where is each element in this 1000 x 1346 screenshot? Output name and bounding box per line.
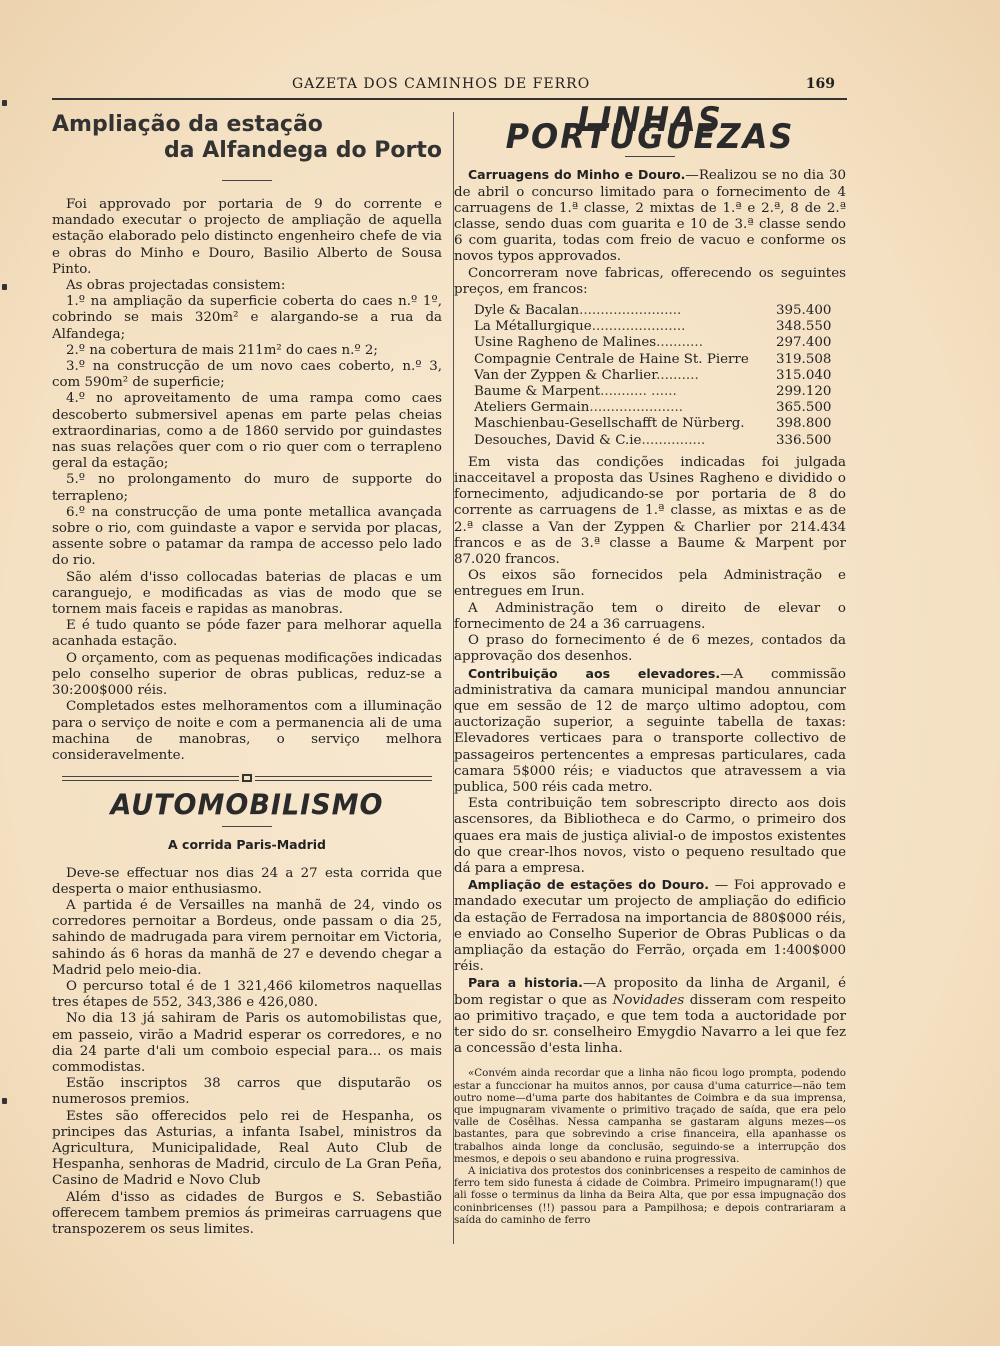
article-paragraph: Estes são offerecidos pelo rei de Hespanha, os principes das Asturias, a infanta Isabel, ministros da Agricultura, Municipalidade, Real Auto Club de Hespanha, senhoras de Madrid, circulo de La Gran Peña, Casino de Madrid e Novo Club: [52, 1108, 442, 1189]
article-title-line2: da Alfandega do Porto: [163, 138, 442, 163]
article-paragraph: [454, 167, 846, 265]
manufacturer-name: Baume & Marpent: [474, 384, 601, 400]
article-paragraph: 6.º na construcção de uma ponte metallica avançada sobre o rio, com guindaste a vapor e servida por placas, assente sobre o patamar da rampa de accesso pelo lado do rio.: [52, 504, 442, 569]
article-paragraph: [454, 975, 846, 1057]
paragraph-text: —Realizou se no dia 30 de abril o concurso limitado para o fornecimento de 4 carruagens de 1.ª classe, 2 mixtas de 1.ª e 2.ª, 8 de 2.ª classe, sendo duas com guarita e 10 de 3.ª classe sendo 6 com guarita, todas com freio de vacuo e conforme os novos typos approvados.: [454, 168, 846, 265]
manufacturer-name: Dyle & Bacalan: [474, 303, 580, 319]
price-table: [474, 303, 842, 449]
manufacturer-name: Desouches, David & C.ie: [474, 432, 642, 448]
article-paragraph: São além d'isso collocadas baterias de placas e um caranguejo, e modificadas as vias de modo que se tornem mais faceis e rapidas as manobras.: [52, 569, 442, 618]
article-paragraph: A partida é de Versailles na manhã de 24, vindo os corredores pernoitar a Bordeus, onde passam o dia 25, sahindo de madrugada para virem pernoitar em Victoria, sahindo ás 6 horas da manhã de 27 e devendo chegar a Madrid pelo meio-dia.: [52, 897, 442, 978]
price-row: [474, 352, 842, 368]
article-paragraph: 1.º na ampliação da superficie coberta do caes n.º 1º, cobrindo se mais 320m² e alargando-se a rua da Alfandega;: [52, 294, 442, 342]
price-value: 297.400: [776, 335, 832, 351]
left-column: [52, 112, 442, 1238]
price-row: [474, 384, 842, 400]
quote-paragraph: A iniciativa dos protestos dos coninbricenses a respeito de caminhos de ferro tem sido funesta á cidade de Coimbra. Primeiro impugnaram(!) que ali fosse o terminus da linha da Beira Alta, que por essa impugnação dos coninbricenses (!!) passou para a Pampilhosa; e depois contrariaram a saída do caminho de ferro: [454, 1165, 846, 1226]
article-paragraph: O praso do fornecimento é de 6 mezes, contados da approvação dos desenhos.: [454, 633, 846, 665]
leader-dots: ........................: [579, 303, 682, 319]
price-value: 299.120: [776, 384, 832, 400]
run-in-heading: Contribuição aos elevadores.: [468, 665, 721, 681]
section-separator: [62, 772, 432, 786]
article-paragraph: Completados estes melhoramentos com a illuminação para o serviço de noite e com a permanencia ali de uma machina de manobras, o serviço melhora consideravelmente.: [52, 699, 442, 763]
page-number: 169: [805, 76, 835, 92]
price-value: 398.800: [776, 416, 832, 432]
price-row: [474, 303, 842, 319]
leader-dots: ........... ......: [600, 384, 677, 400]
manufacturer-name: Van der Zyppen & Charlier: [474, 367, 657, 383]
price-value: 315.040: [776, 367, 832, 383]
section-heading-automobilismo: AUTOMOBILISMO: [110, 789, 384, 822]
price-value: 395.400: [776, 303, 832, 319]
price-row: [474, 368, 842, 384]
margin-mark: [2, 1098, 7, 1104]
article-paragraph: Esta contribuição tem sobrescripto directo aos dois ascensores, da Bibliotheca e do Carmo, o primeiro dos quaes era mais de justiça alivial-o de impostos existentes do que crear-lhos novos, visto o pequeno resultado que dá para a empresa.: [454, 796, 846, 876]
paragraph-text: —A commissão administrativa da camara municipal mandou annunciar que em sessão de 12 de março ultimo adoptou, com auctorização superior, a seguinte tabella de taxas: Elevadores verticaes para o transporte collectivo de passageiros pertencentes a empresas particulares, cada camara 5$000 réis; e viaductos que atravessem a via publica, 500 réis cada metro.: [454, 666, 846, 795]
article-paragraph: E é tudo quanto se póde fazer para melhorar aquella acanhada estação.: [52, 618, 442, 650]
article-paragraph: A Administração tem o direito de elevar o fornecimento de 24 a 36 carruagens.: [454, 600, 846, 632]
ornament-icon: [239, 772, 255, 784]
article-title-line1: Ampliação da estação: [52, 112, 323, 137]
paragraph-text: —A proposito da linha de Arganil, é bom registar o que as: [454, 976, 846, 1008]
article-paragraph: 3.º na construcção de um novo caes coberto, n.º 3, com 590m² de superficie;: [52, 359, 442, 391]
margin-mark: [2, 100, 7, 106]
article-paragraph: O percurso total é de 1 321,466 kilometros naquellas tres étapes de 552, 343,386 e 426,080.: [52, 978, 442, 1011]
manufacturer-name: La Métallurgique: [474, 319, 592, 335]
price-row: [474, 433, 842, 449]
article-paragraph: Além d'isso as cidades de Burgos e S. Sebastião offerecem tambem premios ás primeiras carruagens que transpozerem os seus limites.: [52, 1189, 442, 1237]
price-row: [474, 319, 842, 335]
article-paragraph: 5.º no prolongamento do muro de supporte do terrapleno;: [52, 472, 442, 504]
article-paragraph: Concorreram nove fabricas, offerecendo os seguintes preços, em francos:: [454, 265, 846, 297]
article-paragraph: Os eixos são fornecidos pela Administração e entregues em Irun.: [454, 568, 846, 600]
heading-rule: [625, 156, 675, 157]
article-paragraph: [454, 666, 846, 797]
quote-paragraph: «Convém ainda recordar que a linha não ficou logo prompta, podendo estar a funccionar ha muitos annos, por causa d'uma caturrice—não tem outro nome—d'uma parte dos habitantes de Coimbra e da sua imprensa, que impugnaram vivamente o primitivo traçado de saída, que era pelo valle de Cosêlhas. Nessa campanha se gastaram alguns mezes—os bastantes, para que sobrevindo a crise financeira, ella apanhasse os trabalhos ainda longe da conclusão, seguindo-se a interrupção dos mesmos, e depois o seu abandono e ruina progressiva.: [454, 1067, 846, 1165]
article-paragraph: As obras projectadas consistem:: [66, 278, 286, 294]
heading-rule: [222, 826, 272, 827]
leader-dots: ......................: [591, 319, 686, 335]
right-column: [454, 99, 846, 1226]
running-header: [52, 76, 847, 100]
article-paragraph: [454, 877, 846, 975]
manufacturer-name: Maschienbau-Gesellschafft de Nürberg.: [474, 416, 745, 432]
paragraph-text: disseram com respeito ao primitivo traçado, e que tem toda a auctoridade por ter sido do sr. conselheiro Emygdio Navarro a lei que fez a concessão d'esta linha.: [454, 992, 846, 1057]
leader-dots: ..........: [656, 367, 699, 383]
italic-title: Novidades: [612, 992, 685, 1008]
manufacturer-name: Compagnie Centrale de Haine St. Pierre: [474, 351, 749, 367]
margin-mark: [2, 284, 7, 290]
run-in-heading: Ampliação de estações do Douro.: [468, 877, 710, 893]
article-paragraph: O orçamento, com as pequenas modificações indicadas pelo conselho superior de obras publicas, reduz-se a 30:200$000 réis.: [52, 650, 442, 699]
publication-title: GAZETA DOS CAMINHOS DE FERRO: [292, 76, 591, 92]
article-paragraph: 2.º na cobertura de mais 211m² do caes n.º 2;: [66, 342, 378, 358]
leader-dots: ...........: [656, 335, 703, 351]
price-value: 348.550: [776, 319, 832, 335]
title-rule: [222, 180, 272, 181]
run-in-heading: Para a historia.: [468, 975, 583, 991]
section-heading-linhas: LINHAS PORTUGUEZAS: [505, 99, 795, 157]
subheading: A corrida Paris-Madrid: [168, 837, 326, 853]
price-value: 319.508: [776, 351, 832, 367]
article-paragraph: 4.º no aproveitamento de uma rampa como caes descoberto submersivel apenas em parte pelas cheias extraordinarias, como a de 1860 servido por guindastes nas suas relações quer com o rio quer com o terrapleno geral da estação;: [52, 391, 442, 472]
run-in-heading: Carruagens do Minho e Douro.: [468, 167, 686, 183]
manufacturer-name: Usine Ragheno de Malines: [474, 335, 657, 351]
article-paragraph: Deve-se effectuar nos dias 24 a 27 esta corrida que desperta o maior enthusiasmo.: [52, 865, 442, 897]
price-value: 336.500: [776, 432, 832, 448]
leader-dots: ......................: [589, 400, 684, 416]
price-row: [474, 400, 842, 416]
paragraph-text: — Foi approvado e mandado executar um projecto de ampliação do edificio da estação de Ferradosa na importancia de 880$000 réis, e enviado ao Conselho Superior de Obras Publicas o da ampliação da estação do Ferrão, orçada em 1:400$000 réis.: [454, 878, 846, 975]
quotation-block: [454, 1067, 846, 1226]
manufacturer-name: Ateliers Germain: [474, 400, 590, 416]
price-value: 365.500: [776, 400, 832, 416]
article-paragraph: No dia 13 já sahiram de Paris os automobilistas que, em passeio, virão a Madrid esperar os corredores, e no dia 24 parte d'ali um comboio especial para... os mais commodistas.: [52, 1011, 442, 1075]
article-paragraph: Em vista das condições indicadas foi julgada inacceitavel a proposta das Usines Ragheno e dividido o fornecimento, adjudicando-se por portaria de 8 do corrente as carruagens de 1.ª classe, as mixtas e as de 2.ª classe a Van der Zyppen & Charlier por 214.434 francos e as de 3.ª classe a Baume & Marpent por 87.020 francos.: [454, 454, 846, 568]
leader-dots: ...............: [641, 432, 706, 448]
article-paragraph: Estão inscriptos 38 carros que disputarão os numerosos premios.: [52, 1076, 442, 1108]
price-row: [474, 416, 842, 432]
article-paragraph: Foi approvado por portaria de 9 do corrente e mandado executar o projecto de ampliação de aquella estação elaborado pelo distincto engenheiro chefe de via e obras do Minho e Douro, Basilio Alberto de Sousa Pinto.: [52, 197, 442, 277]
price-row: [474, 335, 842, 351]
